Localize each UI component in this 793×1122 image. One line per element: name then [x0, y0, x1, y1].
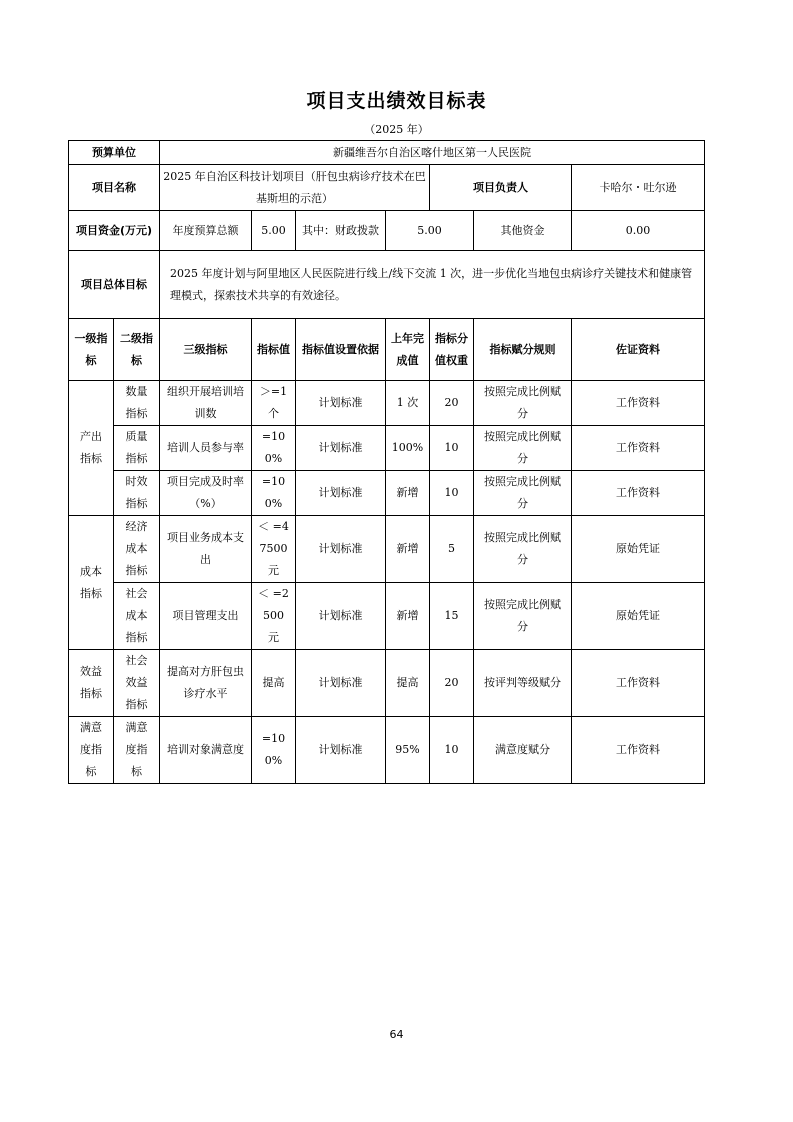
- page-title: 项目支出绩效目标表: [306, 90, 487, 112]
- evidence-cell: 工作资料: [572, 426, 705, 471]
- basis-cell: 计划标准: [296, 583, 386, 650]
- annual-budget-value: 5.00: [252, 211, 296, 251]
- header-last-year: 上年完成值: [386, 319, 430, 381]
- other-value: 0.00: [572, 211, 705, 251]
- rule-cell: 满意度赋分: [474, 717, 572, 784]
- header-rule: 指标赋分规则: [474, 319, 572, 381]
- last-year-cell: 1 次: [386, 381, 430, 426]
- project-name-label: 项目名称: [69, 165, 160, 211]
- rule-cell: 按照完成比例赋分: [474, 426, 572, 471]
- page-number: 64: [389, 1028, 404, 1041]
- budget-unit-label: 预算单位: [69, 141, 160, 165]
- weight-cell: 20: [430, 650, 474, 717]
- level3-cell: 培训对象满意度: [160, 717, 252, 784]
- budget-unit-value: 新疆维吾尔自治区喀什地区第一人民医院: [160, 141, 705, 165]
- header-value: 指标值: [252, 319, 296, 381]
- other-label: 其他资金: [474, 211, 572, 251]
- value-cell: ＜ =47500 元: [252, 516, 296, 583]
- evidence-cell: 原始凭证: [572, 516, 705, 583]
- header-level2: 二级指标: [114, 319, 160, 381]
- weight-cell: 15: [430, 583, 474, 650]
- evidence-cell: 工作资料: [572, 381, 705, 426]
- level3-cell: 提高对方肝包虫诊疗水平: [160, 650, 252, 717]
- header-level1: 一级指标: [69, 319, 114, 381]
- rule-cell: 按照完成比例赋分: [474, 516, 572, 583]
- last-year-cell: 95%: [386, 717, 430, 784]
- project-lead-label: 项目负责人: [430, 165, 572, 211]
- weight-cell: 10: [430, 426, 474, 471]
- rule-cell: 按照完成比例赋分: [474, 583, 572, 650]
- level2-cell: 数量指标: [114, 381, 160, 426]
- level2-cell: 时效指标: [114, 471, 160, 516]
- basis-cell: 计划标准: [296, 650, 386, 717]
- fund-label: 项目资金(万元): [69, 211, 160, 251]
- basis-cell: 计划标准: [296, 516, 386, 583]
- level1-cell: 效益指标: [69, 650, 114, 717]
- value-cell: =100%: [252, 471, 296, 516]
- goal-label: 项目总体目标: [69, 251, 160, 319]
- rule-cell: 按照完成比例赋分: [474, 471, 572, 516]
- last-year-cell: 100%: [386, 426, 430, 471]
- basis-cell: 计划标准: [296, 381, 386, 426]
- indicator-row: [69, 650, 705, 717]
- level2-cell: 社会成本指标: [114, 583, 160, 650]
- basis-cell: 计划标准: [296, 471, 386, 516]
- fiscal-value: 5.00: [386, 211, 474, 251]
- indicator-row: [69, 471, 705, 516]
- basis-cell: 计划标准: [296, 426, 386, 471]
- weight-cell: 20: [430, 381, 474, 426]
- fiscal-label: 其中：财政拨款: [296, 211, 386, 251]
- value-cell: ＞=1 个: [252, 381, 296, 426]
- level1-cell: 满意度指标: [69, 717, 114, 784]
- rule-cell: 按评判等级赋分: [474, 650, 572, 717]
- weight-cell: 10: [430, 717, 474, 784]
- level3-cell: 项目业务成本支出: [160, 516, 252, 583]
- annual-budget-label: 年度预算总额: [160, 211, 252, 251]
- level3-cell: 项目管理支出: [160, 583, 252, 650]
- value-cell: ＜ =2500 元: [252, 583, 296, 650]
- level1-cell: 成本指标: [69, 516, 114, 650]
- level2-cell: 经济成本指标: [114, 516, 160, 583]
- evidence-cell: 工作资料: [572, 471, 705, 516]
- value-cell: =100%: [252, 717, 296, 784]
- value-cell: =100%: [252, 426, 296, 471]
- evidence-cell: 工作资料: [572, 650, 705, 717]
- header-basis: 指标值设置依据: [296, 319, 386, 381]
- level1-cell: 产出指标: [69, 381, 114, 516]
- last-year-cell: 新增: [386, 471, 430, 516]
- rule-cell: 按照完成比例赋分: [474, 381, 572, 426]
- level2-cell: 质量指标: [114, 426, 160, 471]
- header-evidence: 佐证资料: [572, 319, 705, 381]
- level2-cell: 社会效益指标: [114, 650, 160, 717]
- project-lead-value: 卡哈尔・吐尔逊: [572, 165, 705, 211]
- level3-cell: 组织开展培训培训数: [160, 381, 252, 426]
- last-year-cell: 新增: [386, 516, 430, 583]
- header-level3: 三级指标: [160, 319, 252, 381]
- value-cell: 提高: [252, 650, 296, 717]
- indicator-row: [69, 583, 705, 650]
- weight-cell: 5: [430, 516, 474, 583]
- weight-cell: 10: [430, 471, 474, 516]
- performance-table: [68, 140, 705, 784]
- header-weight: 指标分值权重: [430, 319, 474, 381]
- level3-cell: 培训人员参与率: [160, 426, 252, 471]
- evidence-cell: 工作资料: [572, 717, 705, 784]
- last-year-cell: 新增: [386, 583, 430, 650]
- project-name-value: 2025 年自治区科技计划项目（肝包虫病诊疗技术在巴基斯坦的示范）: [160, 165, 430, 211]
- evidence-cell: 原始凭证: [572, 583, 705, 650]
- level2-cell: 满意度指标: [114, 717, 160, 784]
- indicator-row: [69, 426, 705, 471]
- indicator-row: [69, 516, 705, 583]
- goal-value: 2025 年度计划与阿里地区人民医院进行线上/线下交流 1 次，进一步优化当地包虫病诊疗关键技术和健康管理模式，探索技术共享的有效途径。: [160, 251, 705, 319]
- basis-cell: 计划标准: [296, 717, 386, 784]
- indicator-row: [69, 381, 705, 426]
- last-year-cell: 提高: [386, 650, 430, 717]
- year-label: （2025 年）: [364, 123, 429, 136]
- level3-cell: 项目完成及时率（%）: [160, 471, 252, 516]
- indicator-row: [69, 717, 705, 784]
